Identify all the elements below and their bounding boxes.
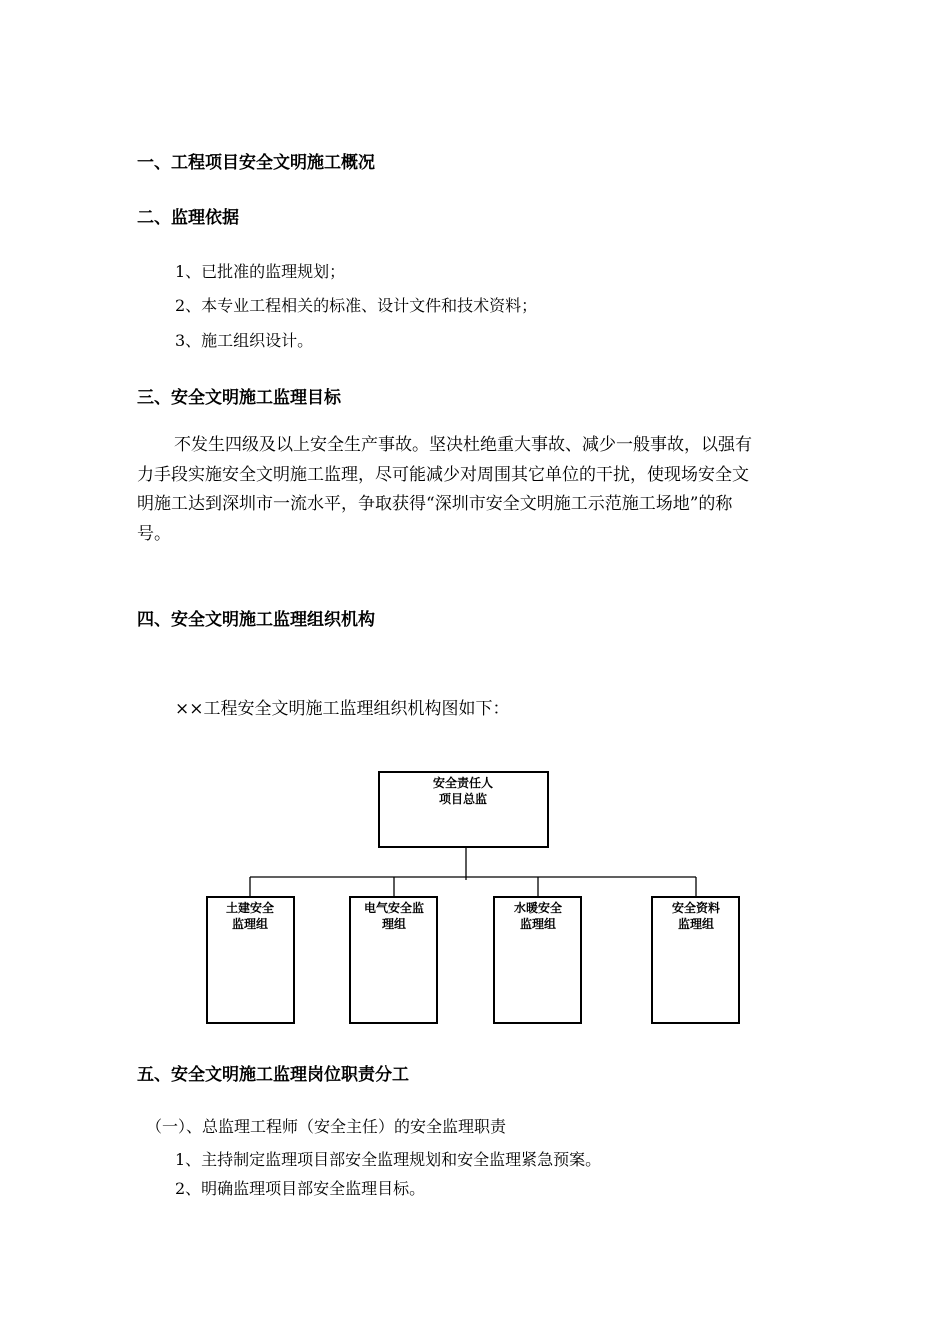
duties-subtitle: （一）、总监理工程师（安全主任）的安全监理职责 [146, 1117, 507, 1136]
goal-line-1: 不发生四级及以上安全生产事故。坚决杜绝重大事故、减少一般事故，以强有 [174, 435, 752, 455]
section-heading-organization: 四、安全文明施工监理组织机构 [137, 610, 375, 630]
duty-item-2: 2、明确监理项目部安全监理目标。 [175, 1179, 426, 1198]
org-box-plumbing-line2: 监理组 [519, 917, 557, 931]
org-box-civil [207, 897, 294, 1023]
section-heading-basis: 二、监理依据 [137, 208, 239, 228]
org-box-top-line2: 项目总监 [438, 792, 488, 806]
basis-item-2: 2、本专业工程相关的标准、设计文件和技术资料； [175, 296, 538, 315]
org-box-electrical-line1: 电气安全监 [363, 901, 425, 915]
org-box-records [652, 897, 739, 1023]
org-box-top-line1: 安全责任人 [432, 776, 494, 790]
goal-line-2: 力手段实施安全文明施工监理，尽可能减少对周围其它单位的干扰，使现场安全文 [137, 464, 749, 485]
org-box-plumbing [494, 897, 581, 1023]
goal-line-4: 号。 [137, 523, 171, 544]
section-heading-duties: 五、安全文明施工监理岗位职责分工 [137, 1065, 409, 1085]
duty-item-1: 1、主持制定监理项目部安全监理规划和安全监理紧急预案。 [175, 1150, 602, 1169]
org-box-civil-line2: 监理组 [231, 917, 269, 931]
org-box-civil-line1: 土建安全 [225, 901, 275, 915]
org-box-plumbing-line1: 水暖安全 [513, 901, 563, 915]
basis-item-1: 1、已批准的监理规划； [175, 262, 346, 281]
section-heading-overview: 一、工程项目安全文明施工概况 [137, 153, 375, 173]
org-box-electrical [350, 897, 437, 1023]
org-box-electrical-line2: 理组 [381, 917, 407, 931]
goal-line-3: 明施工达到深圳市一流水平，争取获得“深圳市安全文明施工示范施工场地”的称 [137, 494, 733, 514]
basis-item-3: 3、施工组织设计。 [175, 331, 314, 350]
section-heading-goal: 三、安全文明施工监理目标 [137, 388, 341, 408]
org-box-records-line2: 监理组 [677, 917, 715, 931]
org-chart-intro: ××工程安全文明施工监理组织机构图如下： [175, 699, 510, 719]
org-box-records-line1: 安全资料 [671, 901, 721, 915]
